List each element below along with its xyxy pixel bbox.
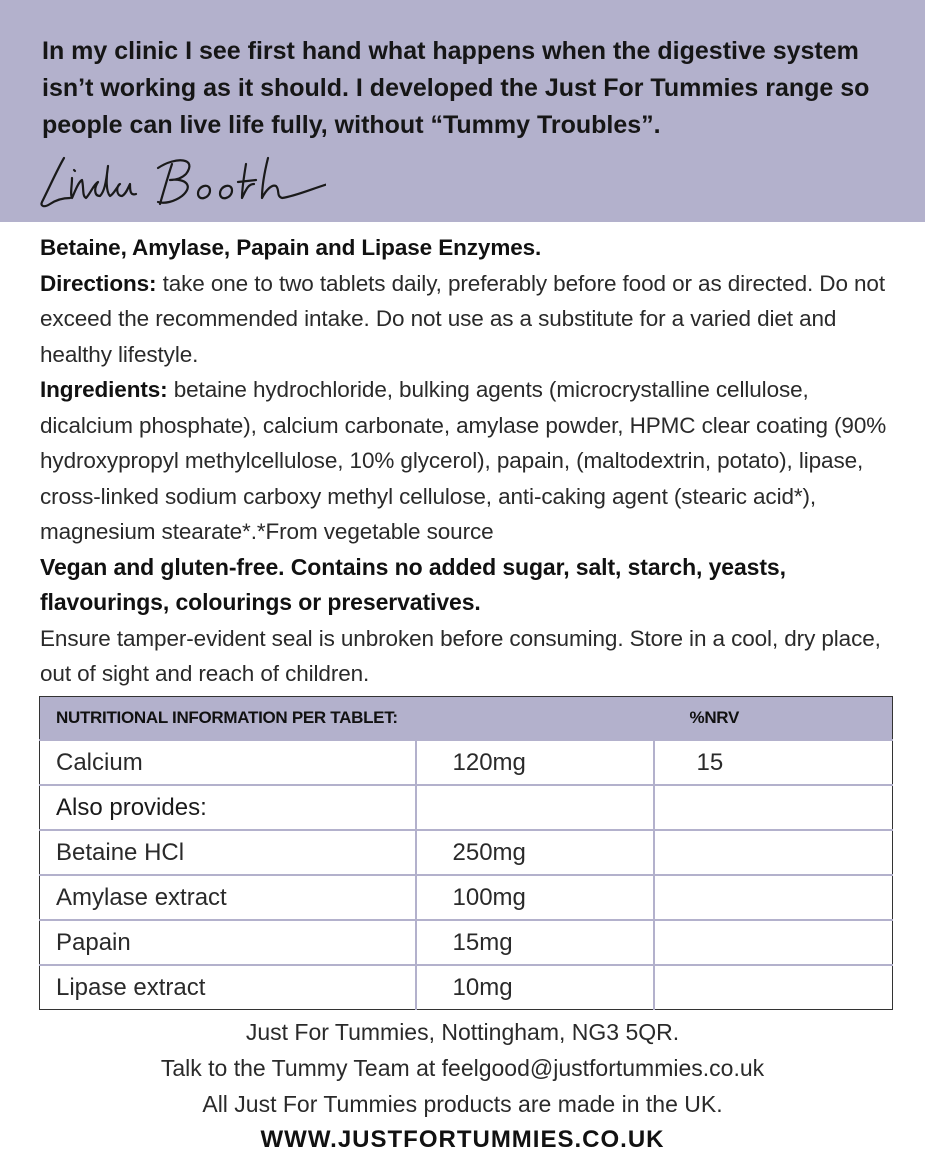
- company-address: Just For Tummies, Nottingham, NG3 5QR.: [245, 1019, 680, 1045]
- nutrient-amount: 15mg: [416, 920, 654, 965]
- ingredients: [40, 372, 898, 550]
- company-footer: [0, 1014, 925, 1158]
- nutrient-nrv: [654, 875, 893, 920]
- nutrition-table: [39, 696, 893, 1010]
- product-title: Betaine, Amylase, Papain and Lipase Enzymes.: [40, 235, 542, 260]
- table-row: [40, 740, 893, 785]
- directions-label: Directions:: [40, 270, 157, 296]
- table-row: [40, 920, 893, 965]
- nutrient-name: Calcium: [40, 740, 416, 785]
- storage-warning: Ensure tamper-evident seal is unbroken before consuming. Store in a cool, dry place, out of sight and reach of children.: [40, 625, 881, 686]
- nutrient-nrv: [654, 785, 893, 830]
- ingredients-label: Ingredients:: [40, 377, 168, 402]
- nutrition-header-label: NUTRITIONAL INFORMATION PER TABLET:: [40, 697, 654, 741]
- ingredients-text: betaine hydrochloride, bulking agents (microcrystalline cellulose, dicalcium phosphate), calcium carbonate, amylase powder, HPMC clear coating (90% hydroxypropyl methylcellulose, 10% glycerol), papain, (maltodextrin, potato), lipase, cross-linked sodium carboxy methyl cellulose, anti-caking agent (stearic acid*), magnesium stearate*.*From vegetable source: [40, 377, 887, 544]
- nutrient-nrv: [654, 965, 893, 1010]
- directions-text: take one to two tablets daily, preferably before food or as directed. Do not exceed the recommended intake. Do not use as a substitute for a varied diet and healthy lifestyle.: [40, 270, 885, 367]
- nutrient-nrv: [654, 830, 893, 875]
- vegan-statement: Vegan and gluten-free. Contains no added sugar, salt, starch, yeasts, flavourings, colourings or preservatives.: [40, 553, 786, 615]
- made-in-uk: All Just For Tummies products are made in the UK.: [202, 1091, 723, 1117]
- contact-line: Talk to the Tummy Team at feelgood@justfortummies.co.uk: [160, 1055, 765, 1081]
- nutrient-nrv: 15: [654, 740, 893, 785]
- table-row: [40, 965, 893, 1010]
- nutrition-header-nrv: %NRV: [654, 697, 893, 741]
- nutrient-name: Amylase extract: [40, 875, 416, 920]
- nutrient-amount: [416, 785, 654, 830]
- table-row: [40, 785, 893, 830]
- quote-banner: [0, 0, 925, 222]
- nutrition-header: [40, 697, 893, 741]
- nutrient-amount: 250mg: [416, 830, 654, 875]
- nutrient-name: Lipase extract: [40, 965, 416, 1010]
- nutrient-name: Papain: [40, 920, 416, 965]
- nutrient-name: Betaine HCl: [40, 830, 416, 875]
- table-row: [40, 830, 893, 875]
- founder-signature: [36, 148, 326, 212]
- nutrient-nrv: [654, 920, 893, 965]
- nutrient-amount: 10mg: [416, 965, 654, 1010]
- nutrient-amount: 120mg: [416, 740, 654, 785]
- website-url: WWW.JUSTFORTUMMIES.CO.UK: [260, 1126, 665, 1153]
- product-info: [40, 230, 898, 692]
- table-row: [40, 875, 893, 920]
- nutrient-name: Also provides:: [40, 785, 416, 830]
- nutrient-amount: 100mg: [416, 875, 654, 920]
- directions: [40, 266, 898, 373]
- founder-quote: In my clinic I see first hand what happens when the digestive system isn’t working as it should. I developed the Just For Tummies range so people can live life fully, without “Tummy Troubles”.: [42, 37, 870, 139]
